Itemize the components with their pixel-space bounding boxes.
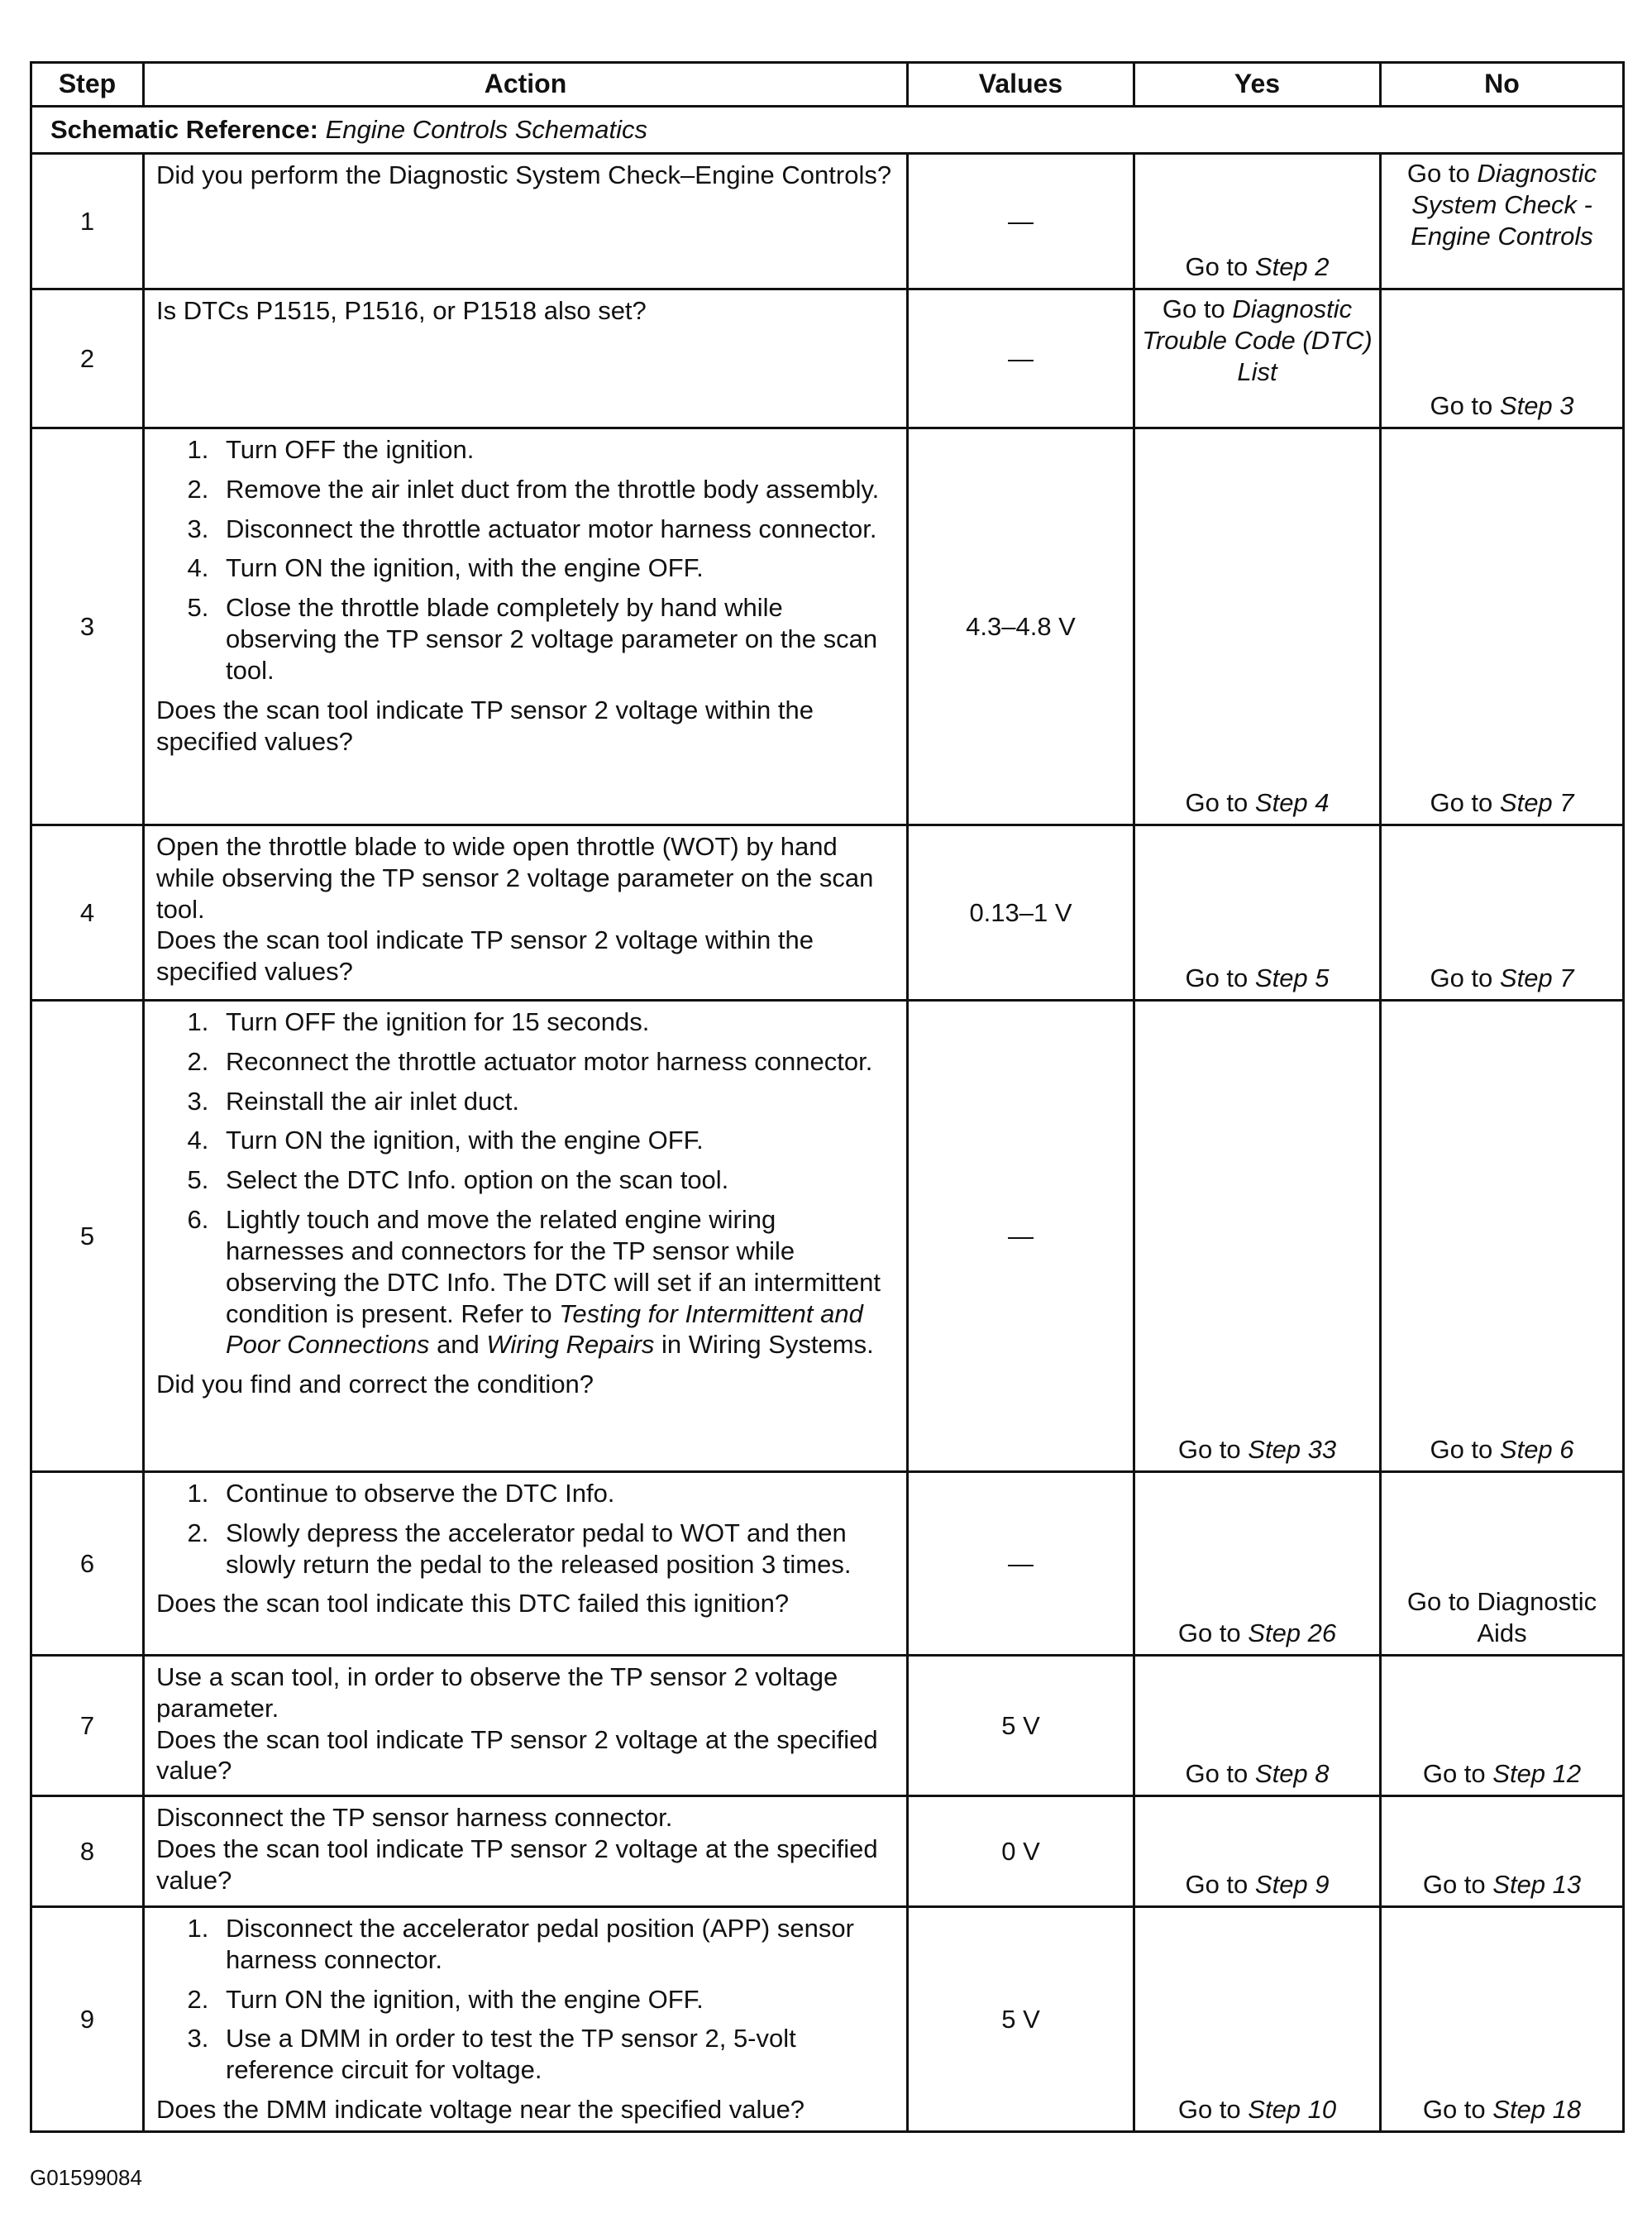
action-step-item: 2. Remove the air inlet duct from the throttle body assembly. [216,474,895,505]
no-link[interactable]: Step 6 [1499,1435,1574,1465]
no-link[interactable]: Step 3 [1499,391,1574,421]
yes-cell [1134,154,1381,289]
value-cell: — [908,289,1134,428]
action-step-item: 5. Close the throttle blade completely by hand while observing the TP sensor 2 voltage parameter on the scan tool. [216,592,895,686]
value-cell: 5 V [908,1907,1134,2132]
action-step-item: 2. Slowly depress the accelerator pedal to WOT and then slowly return the pedal to the released position 3 times. [216,1518,895,1580]
yes-prefix: Go to [1185,1759,1249,1789]
step-number: 5 [31,1001,144,1472]
action-step-item: 3. Disconnect the throttle actuator motor harness connector. [216,514,895,545]
action-cell [144,428,908,825]
action-step-item: 5. Select the DTC Info. option on the scan tool. [216,1164,895,1196]
step-number: 2 [31,289,144,428]
action-steps-list [156,1006,895,1360]
action-steps-list [156,1913,895,2086]
step6-text-3: in Wiring Systems. [661,1330,874,1360]
no-cell [1381,428,1624,825]
action-text: Is DTCs P1515, P1516, or P1518 also set? [156,296,647,325]
step-number: 8 [31,1796,144,1907]
table-row [31,1472,1624,1656]
action-text: Use a scan tool, in order to observe the TP sensor 2 voltage parameter. [156,1662,838,1723]
yes-link[interactable]: Step 33 [1248,1435,1337,1465]
yes-link[interactable]: Step 2 [1254,252,1330,282]
table-row [31,428,1624,825]
step-number: 1 [31,154,144,289]
action-steps-list [156,1478,895,1580]
action-step-item: 1. Continue to observe the DTC Info. [216,1478,895,1509]
step-number: 6 [31,1472,144,1656]
schematic-reference-label: Schematic Reference: [50,115,318,145]
action-text: Open the throttle blade to wide open throttle (WOT) by hand while observing the TP sensor 2 voltage parameter on the scan tool. [156,832,874,924]
schematic-reference [31,107,1624,154]
action-step-item: 4. Turn ON the ignition, with the engine OFF. [216,552,895,584]
diagnostic-table [30,61,1625,2133]
step6-text-1: Lightly touch and move the related engine wiring harnesses and connectors for the TP sensor while observing the DTC Info. The DTC will set if an intermittent condition is present. Refer to [226,1205,881,1328]
no-link[interactable]: Step 12 [1492,1759,1582,1789]
no-prefix: Go to [1430,1435,1493,1465]
header-yes: Yes [1134,63,1381,107]
no-cell [1381,289,1624,428]
yes-prefix: Go to [1185,963,1249,993]
action-step-item: 2. Reconnect the throttle actuator motor harness connector. [216,1046,895,1078]
action-cell [144,1656,908,1796]
step-number: 3 [31,428,144,825]
action-step-item: 1. Turn OFF the ignition. [216,434,895,466]
no-link[interactable]: Step 7 [1499,788,1574,818]
testing-intermittent-link[interactable]: Testing for Intermittent and Poor Connections [226,1298,863,1360]
action-cell [144,289,908,428]
yes-link[interactable]: Step 4 [1254,788,1330,818]
action-question: Does the DMM indicate voltage near the specified value? [156,2095,805,2125]
action-cell [144,1001,908,1472]
yes-cell [1134,428,1381,825]
no-cell [1381,1472,1624,1656]
no-link[interactable]: Step 18 [1492,2095,1582,2125]
no-cell [1381,1907,1624,2132]
no-prefix: Go to [1430,963,1493,993]
value-cell: — [908,1472,1134,1656]
figure-id: G01599084 [30,2165,142,2190]
header-no: No [1381,63,1624,107]
header-action: Action [144,63,908,107]
schematic-reference-link[interactable]: Engine Controls Schematics [325,115,647,145]
yes-link[interactable]: Step 8 [1254,1759,1330,1789]
value-cell: — [908,154,1134,289]
yes-cell [1134,289,1381,428]
header-values: Values [908,63,1134,107]
action-step-item: 2. Turn ON the ignition, with the engine OFF. [216,1984,895,2015]
value-cell: 0 V [908,1796,1134,1907]
action-question: Does the scan tool indicate TP sensor 2 voltage at the specified value? [156,1834,878,1895]
action-steps-list [156,434,895,686]
no-prefix: Go to [1422,1759,1486,1789]
action-text: Did you perform the Diagnostic System Check–Engine Controls? [156,160,892,189]
no-prefix: Go to [1430,391,1493,421]
diagnostic-table-sheet [30,61,1622,2133]
action-step-item: 3. Reinstall the air inlet duct. [216,1086,895,1117]
header-step: Step [31,63,144,107]
yes-cell [1134,1907,1381,2132]
yes-cell [1134,825,1381,1001]
value-cell: 4.3–4.8 V [908,428,1134,825]
step6-text-2: and [437,1330,480,1360]
step-number: 4 [31,825,144,1001]
action-cell [144,1796,908,1907]
no-prefix: Go to [1422,2095,1486,2125]
no-cell [1381,1656,1624,1796]
table-row [31,154,1624,289]
value-cell: 5 V [908,1656,1134,1796]
value-cell: 0.13–1 V [908,825,1134,1001]
action-question: Does the scan tool indicate TP sensor 2 voltage at the specified value? [156,1724,878,1786]
action-step-item [216,1204,895,1360]
no-cell [1381,154,1624,289]
yes-prefix: Go to [1177,1618,1241,1648]
yes-prefix: Go to [1185,252,1249,282]
wiring-repairs-link[interactable]: Wiring Repairs [486,1330,655,1360]
action-step-item: 1. Disconnect the accelerator pedal position (APP) sensor harness connector. [216,1913,895,1976]
action-text: Disconnect the TP sensor harness connector. [156,1803,673,1832]
action-question: Does the scan tool indicate TP sensor 2 voltage within the specified values? [156,695,814,756]
yes-cell [1134,1001,1381,1472]
no-link[interactable]: Step 7 [1499,963,1574,993]
no-cell [1381,1001,1624,1472]
yes-prefix: Go to [1185,1870,1249,1900]
yes-link[interactable]: Step 10 [1248,2095,1337,2125]
action-step-item: 1. Turn OFF the ignition for 15 seconds. [216,1006,895,1038]
action-cell [144,1907,908,2132]
yes-link[interactable]: Step 26 [1248,1618,1337,1648]
action-step-item: 3. Use a DMM in order to test the TP sensor 2, 5-volt reference circuit for voltage. [216,2023,895,2086]
step-number: 9 [31,1907,144,2132]
yes-prefix: Go to [1162,294,1225,323]
no-cell [1381,825,1624,1001]
table-row [31,1907,1624,2132]
no-link[interactable]: Step 13 [1492,1870,1582,1900]
yes-prefix: Go to [1177,2095,1241,2125]
table-row [31,1656,1624,1796]
action-question: Did you find and correct the condition? [156,1370,594,1399]
no-prefix: Go to [1406,159,1470,188]
schematic-reference-row [31,107,1624,154]
no-link[interactable]: Go to Diagnostic Aids [1406,1587,1597,1648]
action-cell [144,1472,908,1656]
action-question: Does the scan tool indicate TP sensor 2 voltage within the specified values? [156,925,814,987]
yes-link[interactable]: Step 5 [1254,963,1330,993]
no-cell [1381,1796,1624,1907]
action-question: Does the scan tool indicate this DTC failed this ignition? [156,1589,790,1618]
action-cell [144,154,908,289]
value-cell: — [908,1001,1134,1472]
no-link[interactable]: Diagnostic System Check - Engine Controls [1411,159,1597,251]
table-row [31,825,1624,1001]
no-prefix: Go to [1430,788,1493,818]
yes-cell [1134,1656,1381,1796]
yes-prefix: Go to [1177,1435,1241,1465]
action-cell [144,825,908,1001]
no-prefix: Go to [1422,1870,1486,1900]
yes-link[interactable]: Step 9 [1254,1870,1330,1900]
yes-cell [1134,1796,1381,1907]
table-row [31,1001,1624,1472]
step-number: 7 [31,1656,144,1796]
yes-link[interactable]: Diagnostic Trouble Code (DTC) List [1142,294,1373,386]
table-header-row [31,63,1624,107]
table-row [31,289,1624,428]
action-step-item: 4. Turn ON the ignition, with the engine OFF. [216,1125,895,1156]
yes-prefix: Go to [1185,788,1249,818]
table-row [31,1796,1624,1907]
yes-cell [1134,1472,1381,1656]
